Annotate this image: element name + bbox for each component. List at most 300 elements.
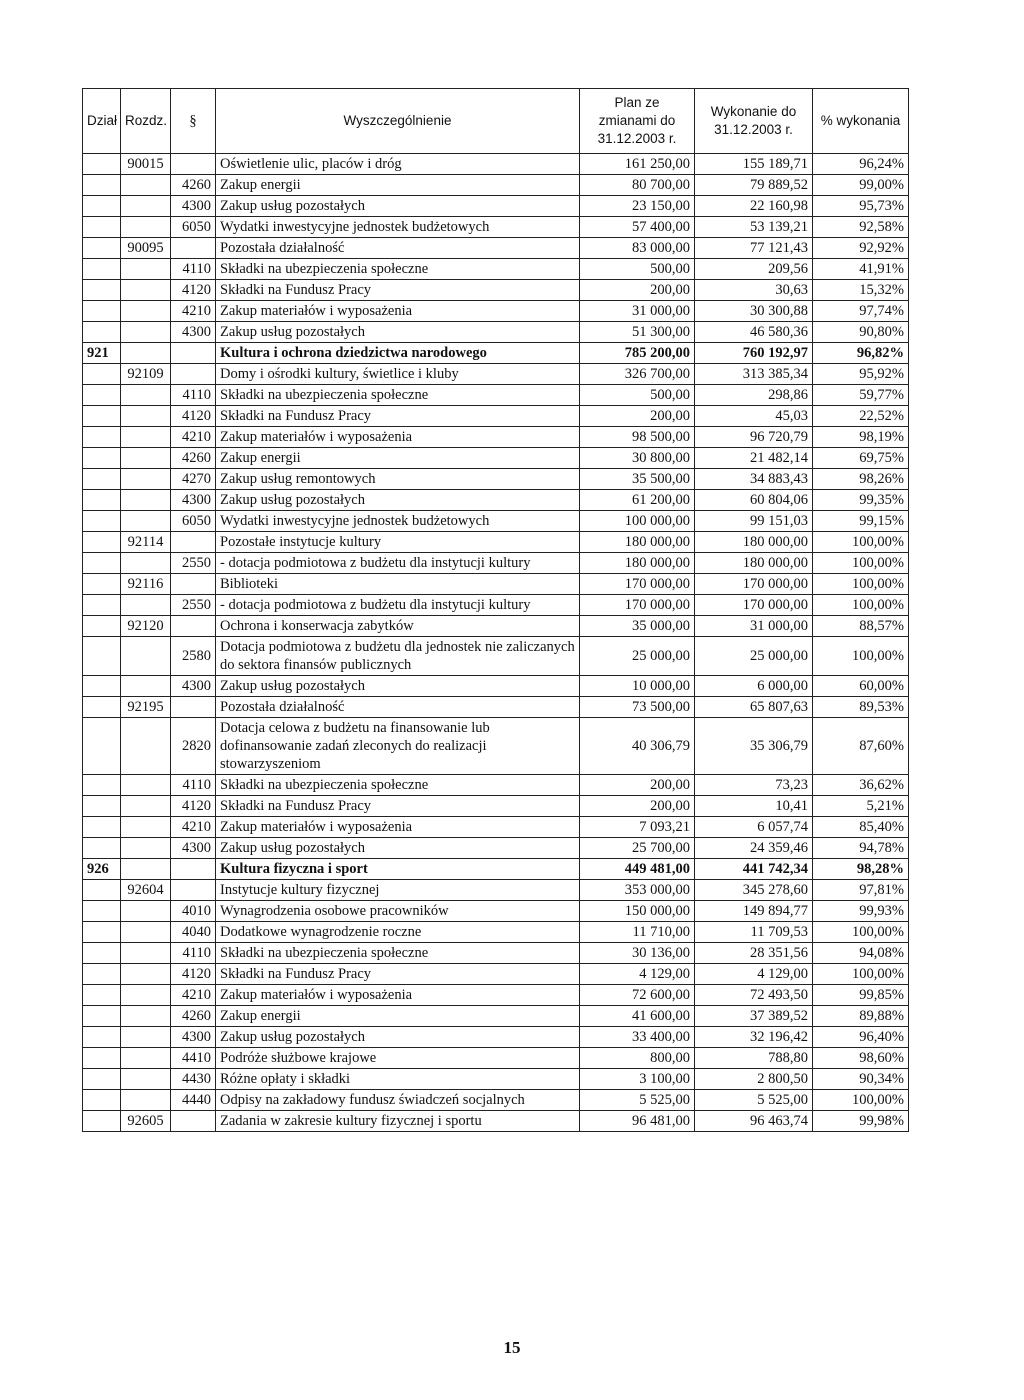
cell-rozdzial <box>121 637 171 676</box>
cell-rozdzial <box>121 796 171 817</box>
cell-procent: 89,88% <box>813 1006 909 1027</box>
cell-paragraf: 2580 <box>171 637 216 676</box>
cell-rozdzial: 92120 <box>121 616 171 637</box>
cell-procent: 98,26% <box>813 469 909 490</box>
cell-plan: 161 250,00 <box>580 154 695 175</box>
table-row <box>83 1069 909 1090</box>
cell-wykonanie: 46 580,36 <box>695 322 813 343</box>
cell-plan: 449 481,00 <box>580 859 695 880</box>
table-body <box>83 154 909 1132</box>
budget-execution-table <box>82 88 909 1132</box>
cell-plan: 180 000,00 <box>580 532 695 553</box>
cell-procent: 99,93% <box>813 901 909 922</box>
cell-paragraf: 4110 <box>171 943 216 964</box>
header-rozdz: Rozdz. <box>121 89 171 154</box>
cell-procent: 92,58% <box>813 217 909 238</box>
cell-plan: 11 710,00 <box>580 922 695 943</box>
table-row <box>83 511 909 532</box>
cell-dzial <box>83 637 121 676</box>
cell-dzial <box>83 964 121 985</box>
cell-wyszczegolnienie: - dotacja podmiotowa z budżetu dla instytucji kultury <box>216 553 580 574</box>
cell-dzial <box>83 427 121 448</box>
cell-wykonanie: 30 300,88 <box>695 301 813 322</box>
cell-plan: 3 100,00 <box>580 1069 695 1090</box>
cell-wykonanie: 180 000,00 <box>695 532 813 553</box>
cell-wyszczegolnienie: Ochrona i konserwacja zabytków <box>216 616 580 637</box>
cell-plan: 10 000,00 <box>580 676 695 697</box>
cell-plan: 170 000,00 <box>580 595 695 616</box>
cell-wyszczegolnienie: Zakup usług pozostałych <box>216 1027 580 1048</box>
cell-dzial <box>83 796 121 817</box>
cell-paragraf: 4440 <box>171 1090 216 1111</box>
cell-dzial <box>83 301 121 322</box>
cell-wyszczegolnienie: Dotacja celowa z budżetu na finansowanie lub dofinansowanie zadań zleconych do realizacji stowarzyszeniom <box>216 718 580 775</box>
cell-rozdzial: 90095 <box>121 238 171 259</box>
cell-rozdzial <box>121 817 171 838</box>
cell-paragraf: 4120 <box>171 796 216 817</box>
cell-rozdzial <box>121 343 171 364</box>
cell-wykonanie: 6 000,00 <box>695 676 813 697</box>
table-row <box>83 385 909 406</box>
cell-plan: 40 306,79 <box>580 718 695 775</box>
cell-plan: 23 150,00 <box>580 196 695 217</box>
cell-plan: 500,00 <box>580 259 695 280</box>
page-number: 15 <box>503 1338 521 1357</box>
cell-dzial <box>83 259 121 280</box>
header-plan: Plan ze zmianami do 31.12.2003 r. <box>580 89 695 154</box>
cell-dzial <box>83 406 121 427</box>
cell-procent: 100,00% <box>813 553 909 574</box>
cell-rozdzial <box>121 718 171 775</box>
cell-dzial <box>83 490 121 511</box>
cell-wyszczegolnienie: Kultura fizyczna i sport <box>216 859 580 880</box>
cell-dzial <box>83 364 121 385</box>
cell-wykonanie: 28 351,56 <box>695 943 813 964</box>
cell-rozdzial <box>121 469 171 490</box>
cell-plan: 800,00 <box>580 1048 695 1069</box>
cell-wykonanie: 25 000,00 <box>695 637 813 676</box>
cell-wyszczegolnienie: Wydatki inwestycyjne jednostek budżetowych <box>216 511 580 532</box>
table-row <box>83 1111 909 1132</box>
cell-dzial <box>83 901 121 922</box>
cell-rozdzial <box>121 175 171 196</box>
cell-paragraf: 4210 <box>171 985 216 1006</box>
table-row <box>83 880 909 901</box>
cell-wyszczegolnienie: Zakup usług remontowych <box>216 469 580 490</box>
cell-paragraf <box>171 859 216 880</box>
table-row <box>83 1090 909 1111</box>
cell-procent: 100,00% <box>813 1090 909 1111</box>
cell-plan: 41 600,00 <box>580 1006 695 1027</box>
cell-plan: 785 200,00 <box>580 343 695 364</box>
cell-plan: 80 700,00 <box>580 175 695 196</box>
cell-plan: 200,00 <box>580 775 695 796</box>
cell-wykonanie: 149 894,77 <box>695 901 813 922</box>
cell-procent: 100,00% <box>813 637 909 676</box>
cell-procent: 59,77% <box>813 385 909 406</box>
cell-plan: 35 500,00 <box>580 469 695 490</box>
cell-wyszczegolnienie: Kultura i ochrona dziedzictwa narodowego <box>216 343 580 364</box>
cell-wyszczegolnienie: Zakup usług pozostałych <box>216 322 580 343</box>
cell-dzial <box>83 1006 121 1027</box>
table-row <box>83 343 909 364</box>
cell-procent: 97,74% <box>813 301 909 322</box>
cell-paragraf: 4210 <box>171 301 216 322</box>
cell-wykonanie: 2 800,50 <box>695 1069 813 1090</box>
cell-wykonanie: 345 278,60 <box>695 880 813 901</box>
cell-paragraf: 2550 <box>171 553 216 574</box>
cell-plan: 57 400,00 <box>580 217 695 238</box>
cell-wykonanie: 21 482,14 <box>695 448 813 469</box>
cell-rozdzial <box>121 901 171 922</box>
cell-rozdzial: 92109 <box>121 364 171 385</box>
cell-dzial <box>83 469 121 490</box>
cell-wyszczegolnienie: Pozostała działalność <box>216 238 580 259</box>
cell-wyszczegolnienie: Zakup usług pozostałych <box>216 838 580 859</box>
cell-dzial <box>83 595 121 616</box>
cell-wykonanie: 6 057,74 <box>695 817 813 838</box>
cell-wyszczegolnienie: Wydatki inwestycyjne jednostek budżetowych <box>216 217 580 238</box>
cell-plan: 100 000,00 <box>580 511 695 532</box>
cell-wykonanie: 180 000,00 <box>695 553 813 574</box>
cell-rozdzial <box>121 1090 171 1111</box>
cell-rozdzial <box>121 1069 171 1090</box>
cell-wykonanie: 77 121,43 <box>695 238 813 259</box>
cell-dzial <box>83 280 121 301</box>
cell-wyszczegolnienie: Zadania w zakresie kultury fizycznej i sportu <box>216 1111 580 1132</box>
cell-wyszczegolnienie: Zakup materiałów i wyposażenia <box>216 427 580 448</box>
cell-dzial <box>83 985 121 1006</box>
cell-wyszczegolnienie: Dotacja podmiotowa z budżetu dla jednostek nie zaliczanych do sektora finansów publicznych <box>216 637 580 676</box>
cell-wyszczegolnienie: - dotacja podmiotowa z budżetu dla instytucji kultury <box>216 595 580 616</box>
cell-plan: 5 525,00 <box>580 1090 695 1111</box>
cell-wyszczegolnienie: Składki na ubezpieczenia społeczne <box>216 259 580 280</box>
cell-procent: 90,34% <box>813 1069 909 1090</box>
cell-plan: 150 000,00 <box>580 901 695 922</box>
cell-plan: 200,00 <box>580 280 695 301</box>
cell-wyszczegolnienie: Pozostała działalność <box>216 697 580 718</box>
cell-wykonanie: 34 883,43 <box>695 469 813 490</box>
cell-wyszczegolnienie: Wynagrodzenia osobowe pracowników <box>216 901 580 922</box>
cell-procent: 99,35% <box>813 490 909 511</box>
table-row <box>83 1027 909 1048</box>
cell-wykonanie: 298,86 <box>695 385 813 406</box>
cell-plan: 25 000,00 <box>580 637 695 676</box>
cell-wykonanie: 24 359,46 <box>695 838 813 859</box>
cell-procent: 96,24% <box>813 154 909 175</box>
table-row <box>83 922 909 943</box>
cell-plan: 31 000,00 <box>580 301 695 322</box>
table-row <box>83 322 909 343</box>
cell-wykonanie: 31 000,00 <box>695 616 813 637</box>
cell-dzial <box>83 1027 121 1048</box>
cell-wyszczegolnienie: Składki na ubezpieczenia społeczne <box>216 385 580 406</box>
table-row <box>83 301 909 322</box>
cell-rozdzial <box>121 553 171 574</box>
cell-rozdzial: 92604 <box>121 880 171 901</box>
cell-procent: 98,19% <box>813 427 909 448</box>
cell-wykonanie: 60 804,06 <box>695 490 813 511</box>
cell-rozdzial <box>121 385 171 406</box>
cell-wykonanie: 4 129,00 <box>695 964 813 985</box>
cell-dzial <box>83 175 121 196</box>
cell-rozdzial <box>121 196 171 217</box>
cell-plan: 30 800,00 <box>580 448 695 469</box>
cell-wyszczegolnienie: Dodatkowe wynagrodzenie roczne <box>216 922 580 943</box>
cell-rozdzial: 92195 <box>121 697 171 718</box>
cell-wykonanie: 155 189,71 <box>695 154 813 175</box>
cell-procent: 15,32% <box>813 280 909 301</box>
cell-procent: 94,78% <box>813 838 909 859</box>
cell-rozdzial <box>121 943 171 964</box>
cell-rozdzial <box>121 676 171 697</box>
cell-wykonanie: 53 139,21 <box>695 217 813 238</box>
cell-procent: 88,57% <box>813 616 909 637</box>
cell-dzial <box>83 385 121 406</box>
cell-dzial <box>83 616 121 637</box>
cell-paragraf: 4270 <box>171 469 216 490</box>
table-row <box>83 364 909 385</box>
cell-wyszczegolnienie: Zakup materiałów i wyposażenia <box>216 985 580 1006</box>
cell-paragraf: 4110 <box>171 385 216 406</box>
cell-rozdzial: 90015 <box>121 154 171 175</box>
cell-paragraf <box>171 238 216 259</box>
cell-procent: 95,73% <box>813 196 909 217</box>
cell-wykonanie: 313 385,34 <box>695 364 813 385</box>
cell-plan: 73 500,00 <box>580 697 695 718</box>
cell-wykonanie: 5 525,00 <box>695 1090 813 1111</box>
cell-wyszczegolnienie: Pozostałe instytucje kultury <box>216 532 580 553</box>
cell-procent: 100,00% <box>813 964 909 985</box>
cell-wykonanie: 11 709,53 <box>695 922 813 943</box>
cell-rozdzial <box>121 448 171 469</box>
table-row <box>83 697 909 718</box>
cell-procent: 41,91% <box>813 259 909 280</box>
cell-wykonanie: 170 000,00 <box>695 574 813 595</box>
cell-procent: 98,60% <box>813 1048 909 1069</box>
cell-plan: 326 700,00 <box>580 364 695 385</box>
cell-dzial <box>83 574 121 595</box>
cell-paragraf: 4260 <box>171 1006 216 1027</box>
cell-procent: 99,15% <box>813 511 909 532</box>
table-row <box>83 1048 909 1069</box>
table-row <box>83 718 909 775</box>
cell-dzial <box>83 880 121 901</box>
cell-wyszczegolnienie: Składki na Fundusz Pracy <box>216 964 580 985</box>
cell-procent: 99,00% <box>813 175 909 196</box>
cell-dzial <box>83 217 121 238</box>
table-row <box>83 595 909 616</box>
header-procent: % wykonania <box>813 89 909 154</box>
cell-procent: 100,00% <box>813 574 909 595</box>
table-row <box>83 838 909 859</box>
cell-plan: 7 093,21 <box>580 817 695 838</box>
cell-dzial <box>83 154 121 175</box>
cell-wykonanie: 37 389,52 <box>695 1006 813 1027</box>
cell-procent: 96,40% <box>813 1027 909 1048</box>
cell-dzial <box>83 718 121 775</box>
cell-wyszczegolnienie: Odpisy na zakładowy fundusz świadczeń socjalnych <box>216 1090 580 1111</box>
cell-procent: 90,80% <box>813 322 909 343</box>
cell-dzial <box>83 922 121 943</box>
cell-paragraf: 4010 <box>171 901 216 922</box>
cell-paragraf <box>171 154 216 175</box>
cell-procent: 96,82% <box>813 343 909 364</box>
table-row <box>83 637 909 676</box>
cell-wyszczegolnienie: Zakup energii <box>216 448 580 469</box>
cell-wykonanie: 73,23 <box>695 775 813 796</box>
table-row <box>83 943 909 964</box>
table-header-row <box>83 89 909 154</box>
cell-paragraf: 4300 <box>171 676 216 697</box>
cell-wyszczegolnienie: Zakup energii <box>216 175 580 196</box>
cell-procent: 60,00% <box>813 676 909 697</box>
table-row <box>83 985 909 1006</box>
cell-dzial <box>83 1111 121 1132</box>
cell-rozdzial <box>121 427 171 448</box>
cell-paragraf: 4430 <box>171 1069 216 1090</box>
table-row <box>83 196 909 217</box>
cell-procent: 99,98% <box>813 1111 909 1132</box>
cell-plan: 35 000,00 <box>580 616 695 637</box>
cell-rozdzial <box>121 964 171 985</box>
table-row <box>83 676 909 697</box>
cell-dzial <box>83 1048 121 1069</box>
cell-wyszczegolnienie: Biblioteki <box>216 574 580 595</box>
cell-dzial <box>83 775 121 796</box>
cell-paragraf: 6050 <box>171 511 216 532</box>
cell-wykonanie: 72 493,50 <box>695 985 813 1006</box>
cell-paragraf: 4040 <box>171 922 216 943</box>
cell-wykonanie: 99 151,03 <box>695 511 813 532</box>
cell-paragraf: 4260 <box>171 175 216 196</box>
cell-wykonanie: 96 720,79 <box>695 427 813 448</box>
cell-procent: 89,53% <box>813 697 909 718</box>
table-row <box>83 217 909 238</box>
cell-wyszczegolnienie: Składki na ubezpieczenia społeczne <box>216 943 580 964</box>
cell-paragraf: 4120 <box>171 280 216 301</box>
cell-procent: 100,00% <box>813 922 909 943</box>
cell-dzial <box>83 817 121 838</box>
table-row <box>83 259 909 280</box>
table-row <box>83 532 909 553</box>
cell-procent: 100,00% <box>813 532 909 553</box>
cell-procent: 92,92% <box>813 238 909 259</box>
header-wyszczegolnienie: Wyszczególnienie <box>216 89 580 154</box>
cell-wyszczegolnienie: Podróże służbowe krajowe <box>216 1048 580 1069</box>
cell-plan: 72 600,00 <box>580 985 695 1006</box>
cell-plan: 170 000,00 <box>580 574 695 595</box>
table-row <box>83 553 909 574</box>
cell-paragraf: 4120 <box>171 964 216 985</box>
cell-wyszczegolnienie: Różne opłaty i składki <box>216 1069 580 1090</box>
cell-rozdzial <box>121 922 171 943</box>
cell-wyszczegolnienie: Zakup usług pozostałych <box>216 490 580 511</box>
cell-dzial <box>83 676 121 697</box>
cell-rozdzial <box>121 775 171 796</box>
cell-paragraf: 4110 <box>171 775 216 796</box>
cell-rozdzial <box>121 322 171 343</box>
cell-dzial <box>83 238 121 259</box>
cell-dzial: 921 <box>83 343 121 364</box>
cell-wykonanie: 10,41 <box>695 796 813 817</box>
cell-wykonanie: 441 742,34 <box>695 859 813 880</box>
cell-plan: 96 481,00 <box>580 1111 695 1132</box>
cell-wykonanie: 788,80 <box>695 1048 813 1069</box>
cell-plan: 25 700,00 <box>580 838 695 859</box>
cell-wyszczegolnienie: Domy i ośrodki kultury, świetlice i kluby <box>216 364 580 385</box>
cell-paragraf: 4410 <box>171 1048 216 1069</box>
cell-rozdzial <box>121 217 171 238</box>
cell-paragraf <box>171 532 216 553</box>
cell-rozdzial <box>121 406 171 427</box>
table-row <box>83 964 909 985</box>
cell-dzial <box>83 322 121 343</box>
cell-wykonanie: 79 889,52 <box>695 175 813 196</box>
table-row <box>83 859 909 880</box>
table-row <box>83 448 909 469</box>
cell-paragraf: 4300 <box>171 490 216 511</box>
cell-dzial <box>83 1069 121 1090</box>
cell-wykonanie: 65 807,63 <box>695 697 813 718</box>
header-dzial: Dział <box>83 89 121 154</box>
cell-wyszczegolnienie: Składki na ubezpieczenia społeczne <box>216 775 580 796</box>
cell-dzial <box>83 553 121 574</box>
cell-procent: 85,40% <box>813 817 909 838</box>
cell-paragraf <box>171 364 216 385</box>
cell-paragraf: 4120 <box>171 406 216 427</box>
cell-rozdzial <box>121 1006 171 1027</box>
cell-paragraf <box>171 697 216 718</box>
cell-plan: 200,00 <box>580 406 695 427</box>
cell-rozdzial <box>121 838 171 859</box>
cell-dzial <box>83 532 121 553</box>
cell-rozdzial <box>121 985 171 1006</box>
cell-paragraf: 4300 <box>171 1027 216 1048</box>
table-row <box>83 775 909 796</box>
cell-procent: 36,62% <box>813 775 909 796</box>
cell-paragraf: 2820 <box>171 718 216 775</box>
cell-paragraf: 4300 <box>171 196 216 217</box>
cell-wyszczegolnienie: Zakup usług pozostałych <box>216 196 580 217</box>
cell-rozdzial <box>121 280 171 301</box>
header-paragraf: § <box>171 89 216 154</box>
cell-rozdzial <box>121 1048 171 1069</box>
cell-wyszczegolnienie: Zakup usług pozostałych <box>216 676 580 697</box>
cell-wykonanie: 30,63 <box>695 280 813 301</box>
cell-paragraf: 4300 <box>171 838 216 859</box>
cell-rozdzial <box>121 859 171 880</box>
cell-dzial <box>83 697 121 718</box>
cell-rozdzial: 92605 <box>121 1111 171 1132</box>
cell-wyszczegolnienie: Zakup materiałów i wyposażenia <box>216 817 580 838</box>
cell-paragraf <box>171 616 216 637</box>
cell-wyszczegolnienie: Składki na Fundusz Pracy <box>216 280 580 301</box>
table-row <box>83 901 909 922</box>
cell-rozdzial <box>121 490 171 511</box>
table-row <box>83 238 909 259</box>
table-row <box>83 280 909 301</box>
cell-wykonanie: 209,56 <box>695 259 813 280</box>
cell-plan: 180 000,00 <box>580 553 695 574</box>
cell-dzial <box>83 511 121 532</box>
cell-wykonanie: 45,03 <box>695 406 813 427</box>
cell-plan: 98 500,00 <box>580 427 695 448</box>
cell-wykonanie: 170 000,00 <box>695 595 813 616</box>
cell-wykonanie: 22 160,98 <box>695 196 813 217</box>
table-row <box>83 796 909 817</box>
cell-procent: 95,92% <box>813 364 909 385</box>
